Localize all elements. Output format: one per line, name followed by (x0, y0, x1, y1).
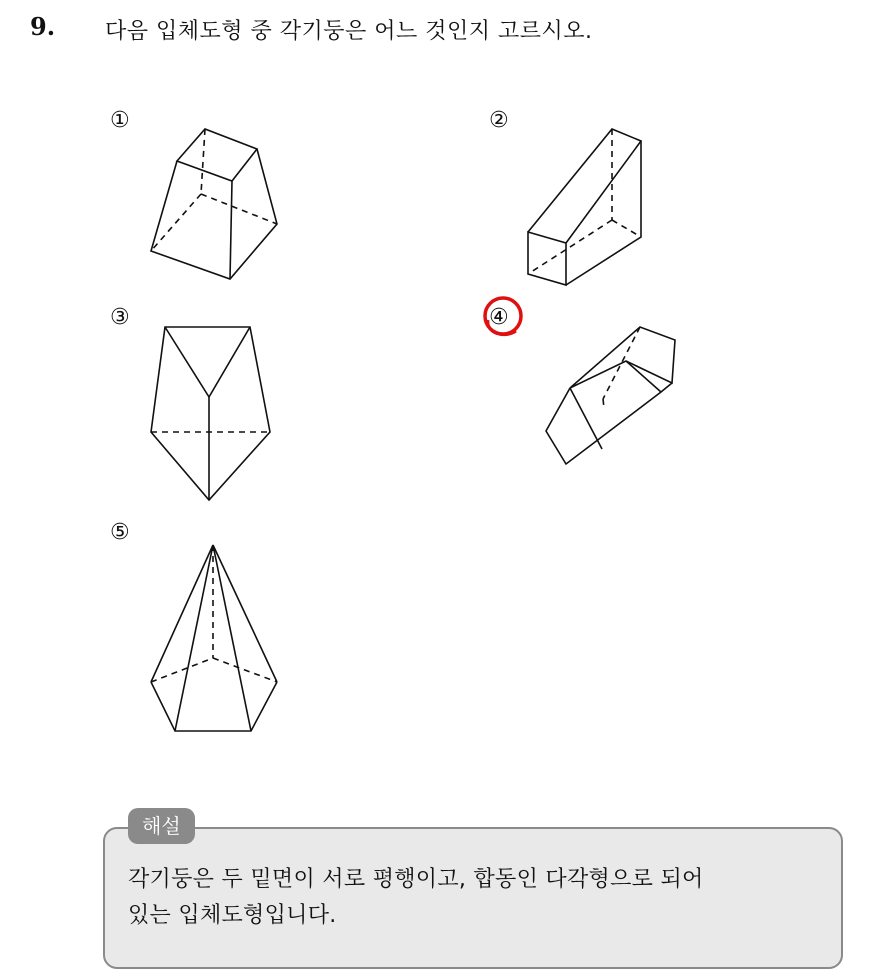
option-2-label: ② (489, 108, 509, 133)
solution-text (128, 862, 828, 934)
option-3-label: ③ (110, 305, 130, 330)
question-text: 다음 입체도형 중 각기둥은 어느 것인지 고르시오. (105, 19, 593, 44)
option-5-label: ⑤ (110, 520, 130, 545)
answer-circle-mark (478, 293, 528, 343)
figure-triangular-pyramid (145, 320, 275, 505)
option-1-label: ① (110, 108, 130, 133)
question-number: 9. (30, 12, 56, 41)
figure-triangular-prism (520, 122, 650, 287)
solution-tag: 해설 (128, 808, 195, 844)
figure-truncated-pyramid (145, 125, 285, 285)
figure-pentagonal-prism (540, 320, 685, 470)
solution-line-2: 있는 입체도형입니다. (128, 903, 337, 928)
solution-line-1: 각기둥은 두 밑면이 서로 평행이고, 합동인 다각형으로 되어 (128, 867, 704, 892)
figure-pentagonal-pyramid (145, 540, 285, 735)
option-4-label: ④ (489, 305, 509, 330)
